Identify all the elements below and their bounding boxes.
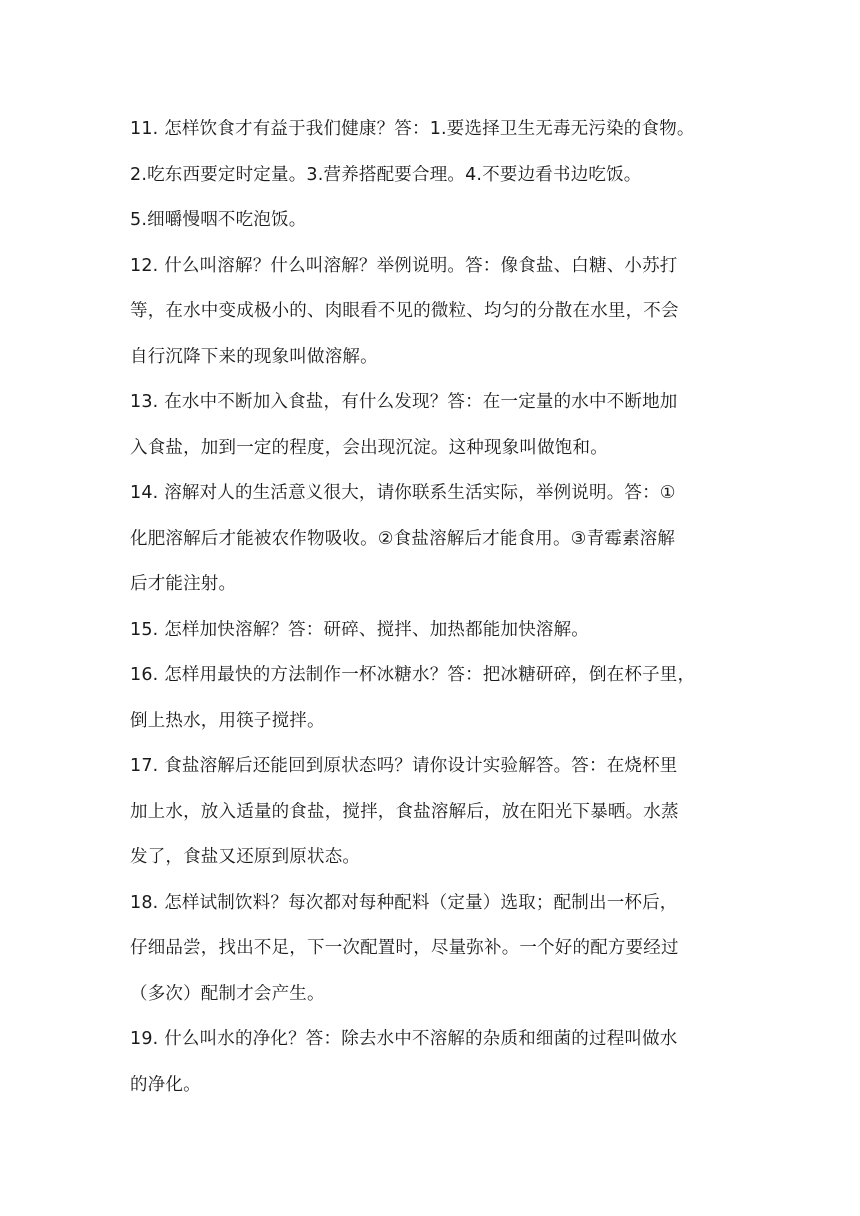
text-line: 12. 什么叫溶解？什么叫溶解？举例说明。答：像食盐、白糖、小苏打 [130,255,678,276]
text-line: 11. 怎样饮食才有益于我们健康？答：1.要选择卫生无毒无污染的食物。 [130,119,695,139]
text-line: 仔细品尝，找出不足，下一次配置时，尽量弥补。一个好的配方要经过 [130,938,679,958]
text-line: 倒上热水，用筷子搅拌。 [130,710,325,731]
text-line: 14. 溶解对人的生活意义很大，请你联系生活实际，举例说明。答：① [130,483,676,503]
text-line: 加上水，放入适量的食盐，搅拌，食盐溶解后，放在阳光下暴晒。水蒸 [130,801,679,822]
text-line: 发了，食盐又还原到原状态。 [130,847,361,867]
text-line: 化肥溶解后才能被农作物吸收。②食盐溶解后才能食用。③青霉素溶解 [130,528,676,549]
text-line: （多次）配制才会产生。 [130,983,325,1004]
text-line: 自行沉降下来的现象叫做溶解。 [130,346,378,367]
text-line: 18. 怎样试制饮料？每次都对每种配料（定量）选取；配制出一杯后， [130,892,678,913]
text-line: 入食盐，加到一定的程度，会出现沉淀。这种现象叫做饱和。 [130,437,608,458]
text-line: 19. 什么叫水的净化？答：除去水中不溶解的杂质和细菌的过程叫做水 [130,1029,678,1049]
text-line: 13. 在水中不断加入食盐，有什么发现？答：在一定量的水中不断地加 [130,392,678,412]
text-line: 2.吃东西要定时定量。3.营养搭配要合理。4.不要边看书边吃饭。 [130,164,642,185]
document-body [130,107,745,1108]
text-line: 15. 怎样加快溶解？答：研碎、搅拌、加热都能加快溶解。 [130,619,589,640]
text-line: 的净化。 [130,1074,201,1095]
text-line: 后才能注射。 [130,574,237,594]
text-line: 16. 怎样用最快的方法制作一杯冰糖水？答：把冰糖研碎，倒在杯子里， [130,665,696,685]
text-line: 5.细嚼慢咽不吃泡饭。 [130,210,307,230]
text-line: 17. 食盐溶解后还能回到原状态吗？请你设计实验解答。答：在烧杯里 [130,756,678,776]
text-line: 等，在水中变成极小的、肉眼看不见的微粒、均匀的分散在水里，不会 [130,301,679,321]
